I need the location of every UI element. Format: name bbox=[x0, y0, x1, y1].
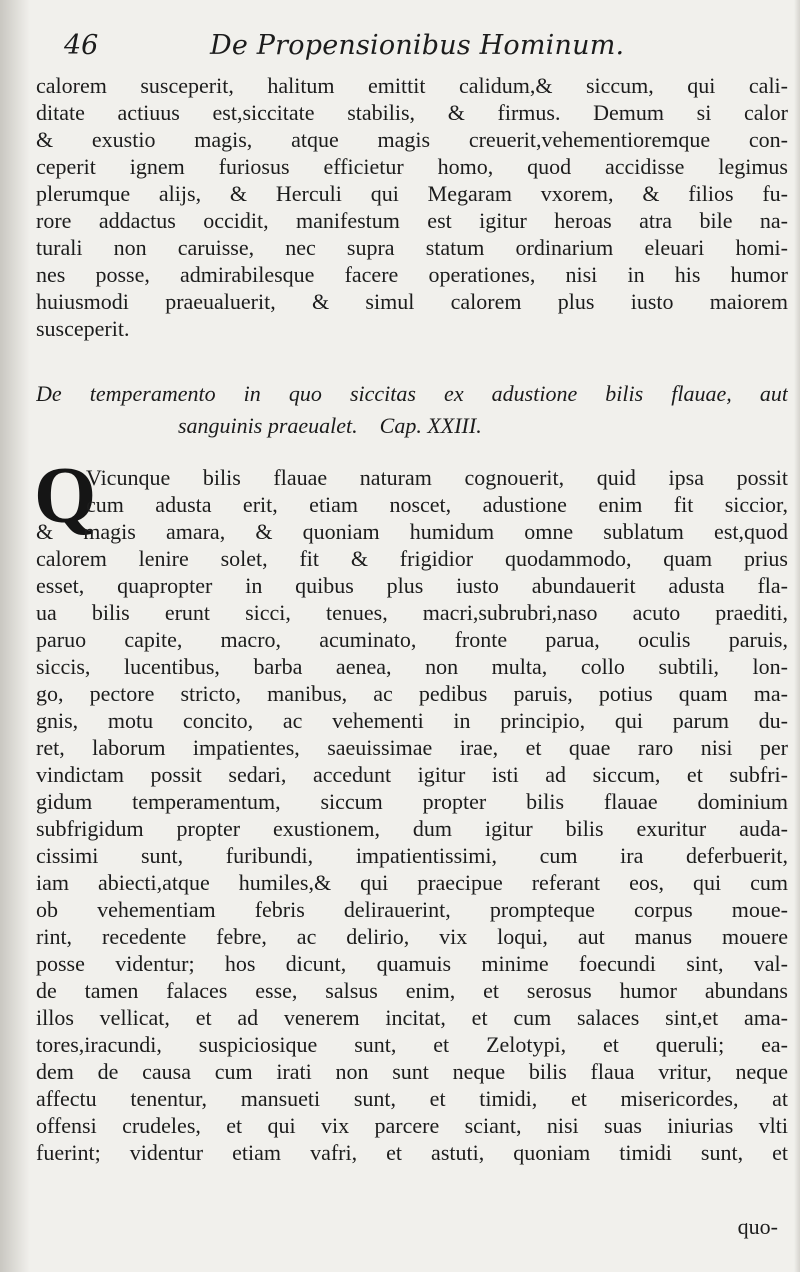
drop-cap: Q bbox=[34, 452, 97, 540]
text-line: ret, laborum impatientes, saeuissimae irae, et quae raro nisi per bbox=[36, 735, 788, 760]
text-line: esset, quapropter in quibus plus iusto abundauerit adusta fla- bbox=[36, 573, 788, 598]
text-line: ceperit ignem furiosus efficietur homo, quod accidisse legimus bbox=[36, 154, 788, 179]
text-line: gidum temperamentum, siccum propter bilis flauae dominium bbox=[36, 789, 788, 814]
text-line: offensi crudeles, et qui vix parcere sciant, nisi suas iniurias vlti bbox=[36, 1113, 788, 1138]
text-line: go, pectore stricto, manibus, ac pedibus paruis, potius quam ma- bbox=[36, 681, 788, 706]
text-line: iam abiecti,atque humiles,& qui praecipue referant eos, qui cum bbox=[36, 870, 788, 895]
text-line: calorem susceperit, halitum emittit calidum,& siccum, qui cali- bbox=[36, 73, 788, 98]
text-line: & magis amara, & quoniam humidum omne sublatum est,quod bbox=[36, 519, 788, 544]
chapter-title-line: De temperamento in quo siccitas ex adustione bilis flauae, aut bbox=[36, 381, 788, 406]
text-line: fuerint; videntur etiam vafri, et astuti, quoniam timidi sunt, et bbox=[36, 1140, 788, 1165]
chapter-heading bbox=[36, 378, 788, 442]
text-line: ua bilis erunt sicci, tenues, macri,subrubri,naso acuto praediti, bbox=[36, 600, 788, 625]
text-line: de tamen falaces esse, salsus enim, et serosus humor abundans bbox=[36, 978, 788, 1003]
running-title: De Propensionibus Hominum. bbox=[210, 30, 625, 61]
text-line: tores,iracundi, suspiciosique sunt, et Zelotypi, et queruli; ea- bbox=[36, 1032, 788, 1057]
text-line: cum adusta erit, etiam noscet, adustione enim fit siccior, bbox=[86, 492, 788, 517]
text-line: nes posse, admirabilesque facere operationes, nisi in his humor bbox=[36, 262, 788, 287]
text-line: calorem lenire solet, fit & frigidior quodammodo, quam prius bbox=[36, 546, 788, 571]
text-line: Vicunque bilis flauae naturam cognouerit, quid ipsa possit bbox=[86, 465, 788, 490]
text-line: siccis, lucentibus, barba aenea, non multa, collo subtili, lon- bbox=[36, 654, 788, 679]
chapter-paragraph bbox=[36, 464, 788, 1166]
gutter-shadow bbox=[0, 0, 30, 1272]
text-line: susceperit. bbox=[36, 316, 130, 341]
text-line: & exustio magis, atque magis creuerit,vehementioremque con- bbox=[36, 127, 788, 152]
text-line: illos vellicat, et ad venerem incitat, et cum salaces sint,et ama- bbox=[36, 1005, 788, 1030]
text-line: huiusmodi praeualuerit, & simul calorem plus iusto maiorem bbox=[36, 289, 788, 314]
text-line: rore addactus occidit, manifestum est igitur heroas atra bile na- bbox=[36, 208, 788, 233]
text-line: plerumque alijs, & Herculi qui Megaram vxorem, & filios fu- bbox=[36, 181, 788, 206]
text-line: ob vehementiam febris delirauerint, prompteque corpus moue- bbox=[36, 897, 788, 922]
text-line: cissimi sunt, furibundi, impatientissimi, cum ira deferbuerit, bbox=[36, 843, 788, 868]
page-header bbox=[64, 30, 760, 70]
text-line: turali non caruisse, nec supra statum ordinarium eleuari homi- bbox=[36, 235, 788, 260]
chapter-title-line bbox=[36, 410, 788, 442]
text-line: gnis, motu concito, ac vehementi in principio, qui parum du- bbox=[36, 708, 788, 733]
page-number: 46 bbox=[64, 30, 99, 61]
text-line: rint, recedente febre, ac delirio, vix loqui, aut manus mouere bbox=[36, 924, 788, 949]
text-line: posse videntur; hos dicunt, quamuis minime foecundi sint, val- bbox=[36, 951, 788, 976]
text-line: dem de causa cum irati non sunt neque bilis flaua vritur, neque bbox=[36, 1059, 788, 1084]
text-line: paruo capite, macro, acuminato, fronte parua, oculis paruis, bbox=[36, 627, 788, 652]
text-line: vindictam possit sedari, accedunt igitur isti ad siccum, et subfri- bbox=[36, 762, 788, 787]
catchword: quo- bbox=[737, 1214, 778, 1239]
chapter-title-end: sanguinis praeualet. bbox=[178, 413, 358, 438]
text-line: affectu tenentur, mansueti sunt, et timidi, et misericordes, at bbox=[36, 1086, 788, 1111]
paragraph-continued bbox=[36, 72, 788, 342]
text-line: ditate actiuus est,siccitate stabilis, & firmus. Demum si calor bbox=[36, 100, 788, 125]
page-edge-shadow bbox=[794, 0, 800, 1272]
text-line: subfrigidum propter exustionem, dum igitur bilis exuritur auda- bbox=[36, 816, 788, 841]
chapter-number: Cap. XXIII. bbox=[379, 413, 482, 438]
